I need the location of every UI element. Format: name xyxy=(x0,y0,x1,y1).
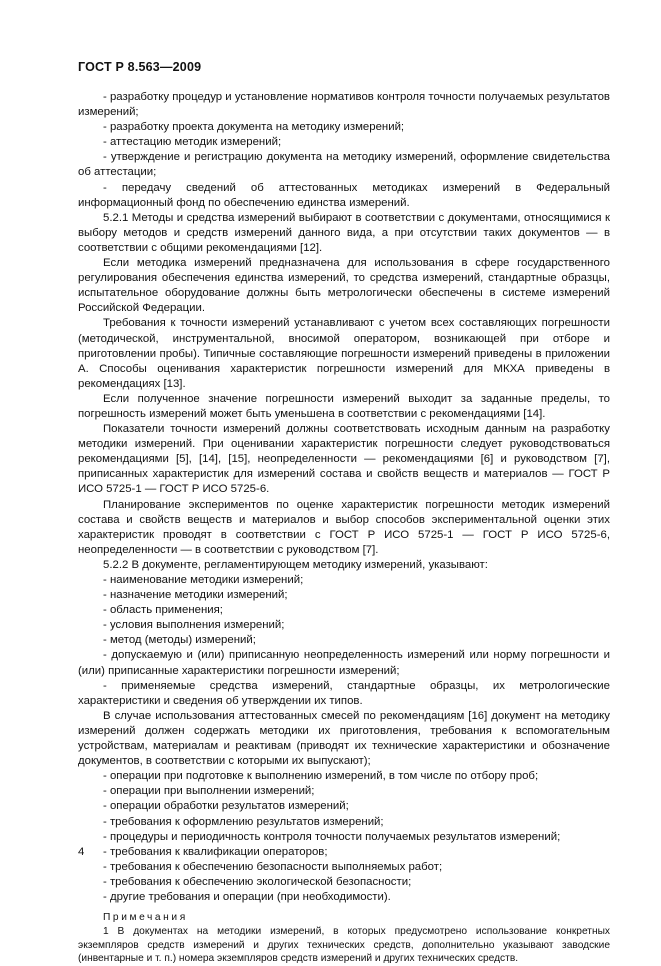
dash-list-item: - утверждение и регистрацию документа на методику измерений, оформление свидетельства об аттестации; xyxy=(78,151,610,179)
notes-heading: Примечания xyxy=(103,912,188,924)
dash-list-item: - применяемые средства измерений, стандартные образцы, их метрологические характеристики и сведения об утверждении их типов. xyxy=(78,679,610,707)
body-paragraph: Планирование экспериментов по оценке характеристик погрешности методик измерений состава и свойств веществ и материалов и выбор способов экспериментальной оценки этих характеристик проводят в соответствии с ГОСТ Р ИСО 5725-1 — ГОСТ Р ИСО 5725-6, неопределенности — в соответствии с руководством [7]. xyxy=(78,498,610,556)
dash-list-item: - операции обработки результатов измерений; xyxy=(103,800,349,813)
body-paragraph: Показатели точности измерений должны соответствовать исходным данным на разработку методики измерений. При оценивании характеристик погрешности следует руководствоваться рекомендациями [5], [14], [15], неопределенности — рекомендациями [6] и руководством [7], приписанных характеристик для измерений состава и свойств веществ и материалов — ГОСТ Р ИСО 5725-1 — ГОСТ Р ИСО 5725-6. xyxy=(78,423,610,496)
body-paragraph: В случае использования аттестованных смесей по рекомендациям [16] документ на методику измерений должен содержать методики их приготовления, требования к вспомогательным устройствам, материалам и реактивам (приводят их технические характеристики и обозначение документов, в соответствии с которыми их выпускают); xyxy=(78,709,610,768)
dash-list-item: - аттестацию методик измерений; xyxy=(103,136,282,149)
note-item: 1 В документах на методики измерений, в которых предусмотрено использование конкретных экземпляров средств измерений и других технических средств, дополнительно указывают заводские (инвентарные и т. п.) номера экземпляров средств измерений и других технических средств. xyxy=(78,926,610,965)
dash-list-item: - требования к обеспечению безопасности выполняемых работ; xyxy=(103,860,443,873)
running-header-standard-number: ГОСТ Р 8.563—2009 xyxy=(78,60,202,74)
dash-list-item: - метод (методы) измерений; xyxy=(103,634,256,647)
body-paragraph: Требования к точности измерений устанавливают с учетом всех составляющих погрешности (методической, инструментальной, вносимой оператором, возникающей при отборе и приготовлении пробы). Типичные составляющие погрешности измерений приведены в приложении А. Способы оценивания характеристик погрешности измерений для МКХА приведены в рекомендациях [13]. xyxy=(78,317,610,390)
body-text-column xyxy=(78,90,610,966)
dash-list-item: - разработку процедур и установление нормативов контроля точности получаемых результатов измерений; xyxy=(78,91,610,119)
dash-list-item: - операции при выполнении измерений; xyxy=(103,785,315,798)
dash-list-item: - другие требования и операции (при необходимости). xyxy=(103,890,391,903)
page-number-folio: 4 xyxy=(78,846,85,858)
clause-paragraph-5-2-2: 5.2.2 В документе, регламентирующем методику измерений, указывают: xyxy=(103,558,488,571)
dash-list-item: - условия выполнения измерений; xyxy=(103,619,285,632)
dash-list-item: - допускаемую и (или) приписанную неопределенность измерений или норму погрешности и (или) приписанные характеристики погрешности измерений; xyxy=(78,649,610,677)
dash-list-item: - требования к оформлению результатов измерений; xyxy=(103,815,384,828)
body-paragraph: Если методика измерений предназначена для использования в сфере государственного регулирования обеспечения единства измерений, то средства измерений, стандартные образцы, испытательное оборудование должны быть метрологически обеспечены в системе измерений Российской Федерации. xyxy=(78,257,610,315)
dash-list-item: - операции при подготовке к выполнению измерений, в том числе по отбору проб; xyxy=(103,770,539,783)
dash-list-item: - разработку проекта документа на методику измерений; xyxy=(103,121,405,134)
dash-list-item: - процедуры и периодичность контроля точности получаемых результатов измерений; xyxy=(103,830,561,843)
dash-list-item: - требования к обеспечению экологической безопасности; xyxy=(103,875,412,888)
dash-list-item: - назначение методики измерений; xyxy=(103,589,288,602)
dash-list-item: - наименование методики измерений; xyxy=(103,574,304,586)
body-paragraph: Если полученное значение погрешности измерений выходит за заданные пределы, то погрешность измерений может быть уменьшена в соответствии с рекомендациями [14]. xyxy=(78,392,610,420)
dash-list-item: - передачу сведений об аттестованных методиках измерений в Федеральный информационный фонд по обеспечению единства измерений. xyxy=(78,181,610,209)
dash-list-item: - область применения; xyxy=(103,604,223,617)
clause-paragraph-5-2-1: 5.2.1 Методы и средства измерений выбирают в соответствии с документами, относящимися к выбору методов и средств измерений данного вида, а при отсутствии таких документов — в соответствии с общими рекомендациями [12]. xyxy=(78,211,610,254)
dash-list-item: - требования к квалификации операторов; xyxy=(103,845,328,858)
notes-block xyxy=(78,905,610,966)
